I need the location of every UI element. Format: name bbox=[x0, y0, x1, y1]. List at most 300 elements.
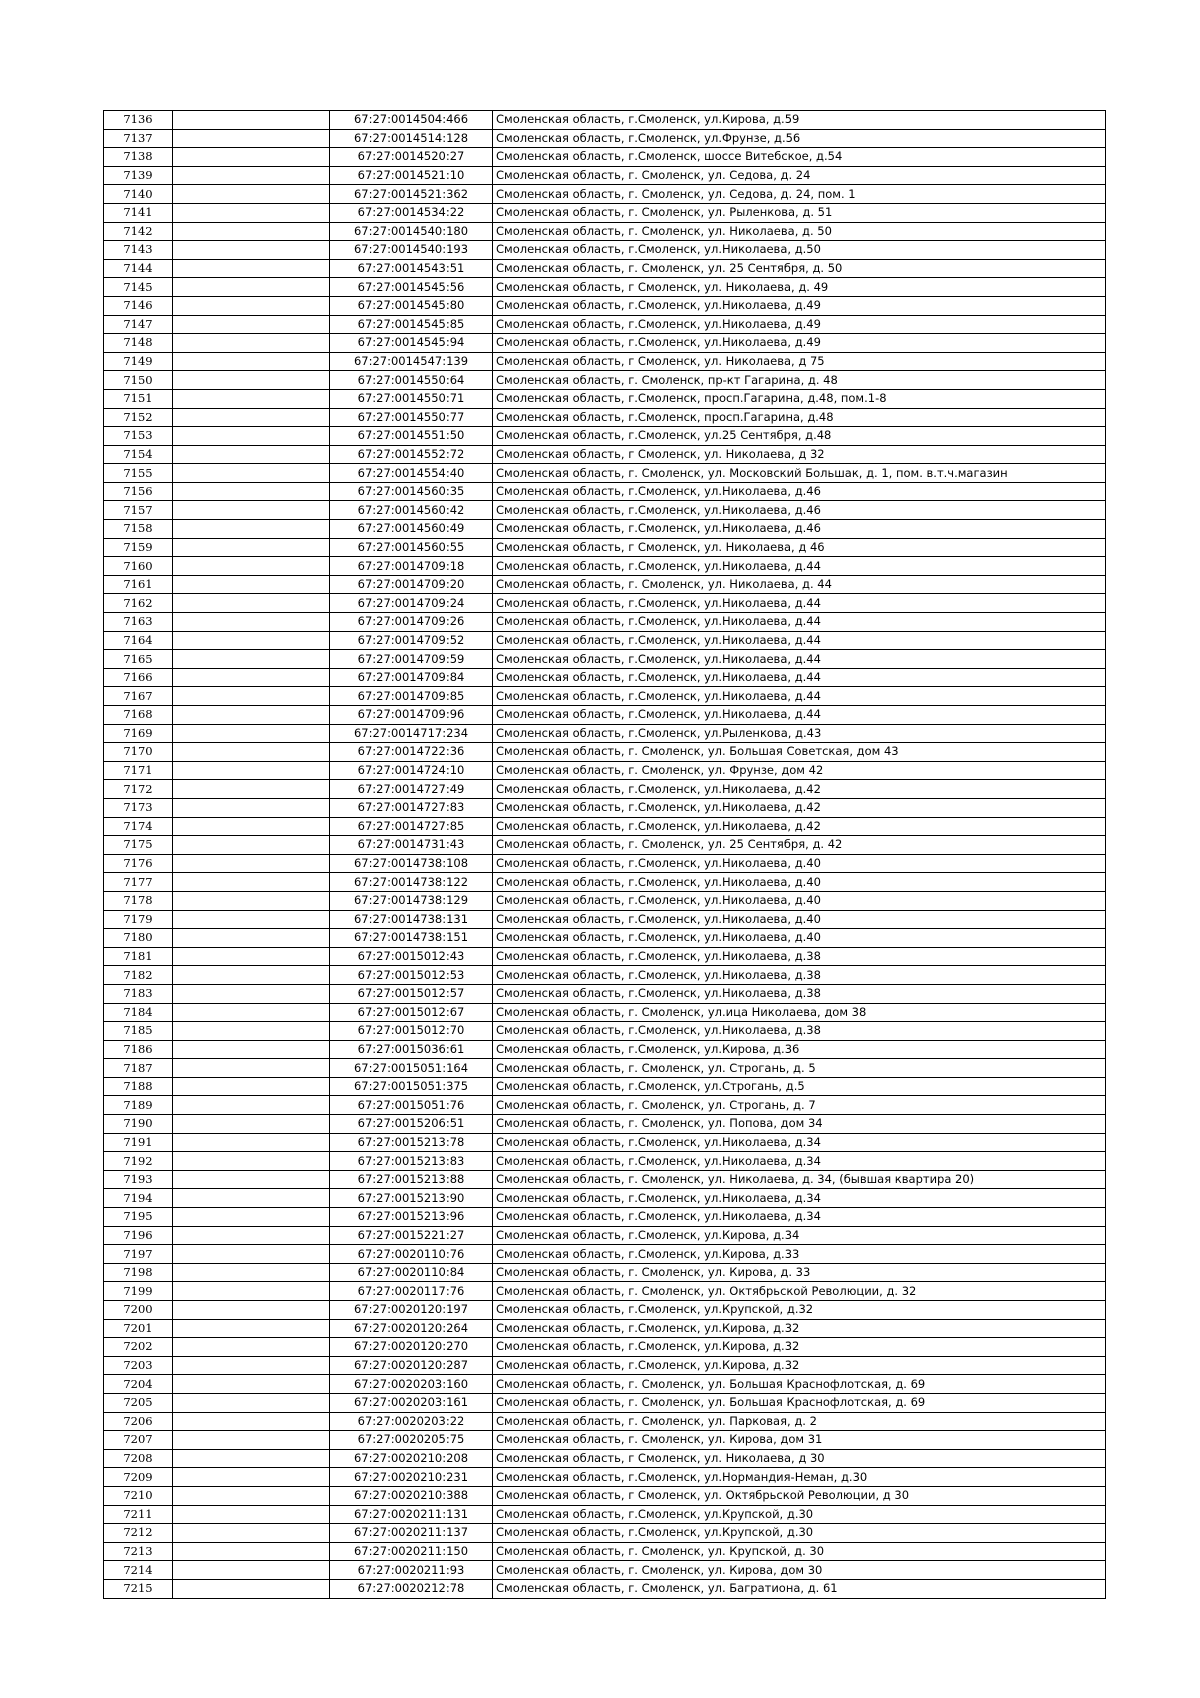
table-row bbox=[104, 668, 1106, 687]
row-number-cell: 7200 bbox=[104, 1301, 173, 1320]
table-row bbox=[104, 631, 1106, 650]
table-row bbox=[104, 166, 1106, 185]
table-row bbox=[104, 836, 1106, 855]
row-number-cell: 7199 bbox=[104, 1282, 173, 1301]
row-number-cell: 7194 bbox=[104, 1189, 173, 1208]
address-cell: Смоленская область, г.Смоленск, ул.Николаева, д.46 bbox=[493, 482, 1106, 501]
address-cell: Смоленская область, г.Смоленск, ул.Николаева, д.34 bbox=[493, 1189, 1106, 1208]
table-row bbox=[104, 296, 1106, 315]
blank-cell bbox=[173, 1356, 330, 1375]
cadastral-number-cell: 67:27:0015036:61 bbox=[330, 1040, 493, 1059]
row-number-cell: 7187 bbox=[104, 1059, 173, 1078]
row-number-cell: 7169 bbox=[104, 724, 173, 743]
address-cell: Смоленская область, г.Смоленск, ул.Николаева, д.44 bbox=[493, 706, 1106, 725]
blank-cell bbox=[173, 1077, 330, 1096]
cadastral-number-cell: 67:27:0015051:375 bbox=[330, 1077, 493, 1096]
blank-cell bbox=[173, 278, 330, 297]
address-cell: Смоленская область, г.Смоленск, просп.Гагарина, д.48, пом.1-8 bbox=[493, 389, 1106, 408]
cadastral-number-cell: 67:27:0014709:85 bbox=[330, 687, 493, 706]
address-cell: Смоленская область, г. Смоленск, ул. Большая Краснофлотская, д. 69 bbox=[493, 1393, 1106, 1412]
table-row bbox=[104, 1077, 1106, 1096]
cadastral-number-cell: 67:27:0014552:72 bbox=[330, 445, 493, 464]
address-cell: Смоленская область, г.Смоленск, ул.Николаева, д.49 bbox=[493, 334, 1106, 353]
cadastral-number-cell: 67:27:0020210:231 bbox=[330, 1468, 493, 1487]
address-cell: Смоленская область, г. Смоленск, ул. Крупской, д. 30 bbox=[493, 1542, 1106, 1561]
table-row bbox=[104, 445, 1106, 464]
row-number-cell: 7152 bbox=[104, 408, 173, 427]
row-number-cell: 7144 bbox=[104, 259, 173, 278]
cadastral-number-cell: 67:27:0014550:71 bbox=[330, 389, 493, 408]
cadastral-number-cell: 67:27:0014709:52 bbox=[330, 631, 493, 650]
row-number-cell: 7202 bbox=[104, 1338, 173, 1357]
address-cell: Смоленская область, г.Смоленск, ул.Николаева, д.50 bbox=[493, 241, 1106, 260]
row-number-cell: 7211 bbox=[104, 1505, 173, 1524]
blank-cell bbox=[173, 1338, 330, 1357]
table-row bbox=[104, 743, 1106, 762]
table-row bbox=[104, 891, 1106, 910]
table-row bbox=[104, 1431, 1106, 1450]
table-row bbox=[104, 687, 1106, 706]
address-cell: Смоленская область, г. Смоленск, пр-кт Гагарина, д. 48 bbox=[493, 371, 1106, 390]
address-cell: Смоленская область, г. Смоленск, ул. Николаева, д. 50 bbox=[493, 222, 1106, 241]
blank-cell bbox=[173, 482, 330, 501]
table-row bbox=[104, 966, 1106, 985]
table-row bbox=[104, 334, 1106, 353]
table-row bbox=[104, 1561, 1106, 1580]
blank-cell bbox=[173, 1542, 330, 1561]
cadastral-number-cell: 67:27:0014521:10 bbox=[330, 166, 493, 185]
address-cell: Смоленская область, г.Смоленск, ул.Николаева, д.38 bbox=[493, 966, 1106, 985]
table-row bbox=[104, 241, 1106, 260]
row-number-cell: 7156 bbox=[104, 482, 173, 501]
blank-cell bbox=[173, 836, 330, 855]
blank-cell bbox=[173, 1152, 330, 1171]
row-number-cell: 7168 bbox=[104, 706, 173, 725]
table-row bbox=[104, 575, 1106, 594]
blank-cell bbox=[173, 129, 330, 148]
address-cell: Смоленская область, г.Смоленск, ул.Николаева, д.42 bbox=[493, 798, 1106, 817]
cadastral-number-cell: 67:27:0014514:128 bbox=[330, 129, 493, 148]
table-row bbox=[104, 798, 1106, 817]
address-cell: Смоленская область, г.Смоленск, ул.Крупской, д.30 bbox=[493, 1505, 1106, 1524]
row-number-cell: 7198 bbox=[104, 1263, 173, 1282]
cadastral-number-cell: 67:27:0014727:85 bbox=[330, 817, 493, 836]
row-number-cell: 7161 bbox=[104, 575, 173, 594]
cadastral-number-cell: 67:27:0014540:180 bbox=[330, 222, 493, 241]
blank-cell bbox=[173, 1282, 330, 1301]
cadastral-number-cell: 67:27:0015221:27 bbox=[330, 1226, 493, 1245]
address-cell: Смоленская область, г.Смоленск, ул.Кирова, д.36 bbox=[493, 1040, 1106, 1059]
row-number-cell: 7195 bbox=[104, 1208, 173, 1227]
row-number-cell: 7154 bbox=[104, 445, 173, 464]
blank-cell bbox=[173, 817, 330, 836]
cadastral-number-cell: 67:27:0014709:84 bbox=[330, 668, 493, 687]
table-row bbox=[104, 203, 1106, 222]
cadastral-number-cell: 67:27:0020203:161 bbox=[330, 1393, 493, 1412]
row-number-cell: 7180 bbox=[104, 929, 173, 948]
row-number-cell: 7183 bbox=[104, 984, 173, 1003]
blank-cell bbox=[173, 445, 330, 464]
row-number-cell: 7137 bbox=[104, 129, 173, 148]
table-row bbox=[104, 557, 1106, 576]
blank-cell bbox=[173, 1096, 330, 1115]
cadastral-number-cell: 67:27:0020120:197 bbox=[330, 1301, 493, 1320]
row-number-cell: 7210 bbox=[104, 1486, 173, 1505]
table-row bbox=[104, 947, 1106, 966]
table-row bbox=[104, 1208, 1106, 1227]
table-row bbox=[104, 761, 1106, 780]
table-row bbox=[104, 538, 1106, 557]
row-number-cell: 7193 bbox=[104, 1170, 173, 1189]
address-cell: Смоленская область, г Смоленск, ул. Николаева, д. 49 bbox=[493, 278, 1106, 297]
blank-cell bbox=[173, 148, 330, 167]
table-row bbox=[104, 1375, 1106, 1394]
blank-cell bbox=[173, 724, 330, 743]
blank-cell bbox=[173, 1170, 330, 1189]
address-cell: Смоленская область, г. Смоленск, ул. Багратиона, д. 61 bbox=[493, 1579, 1106, 1598]
blank-cell bbox=[173, 371, 330, 390]
blank-cell bbox=[173, 1301, 330, 1320]
address-cell: Смоленская область, г.Смоленск, шоссе Витебское, д.54 bbox=[493, 148, 1106, 167]
table-row bbox=[104, 650, 1106, 669]
address-cell: Смоленская область, г.Смоленск, ул.Николаева, д.44 bbox=[493, 594, 1106, 613]
table-row bbox=[104, 389, 1106, 408]
table-row bbox=[104, 1356, 1106, 1375]
blank-cell bbox=[173, 761, 330, 780]
row-number-cell: 7141 bbox=[104, 203, 173, 222]
table-row bbox=[104, 854, 1106, 873]
cadastral-number-cell: 67:27:0020211:131 bbox=[330, 1505, 493, 1524]
address-cell: Смоленская область, г. Смоленск, ул. Большая Краснофлотская, д. 69 bbox=[493, 1375, 1106, 1394]
blank-cell bbox=[173, 241, 330, 260]
address-cell: Смоленская область, г.Смоленск, просп.Гагарина, д.48 bbox=[493, 408, 1106, 427]
address-cell: Смоленская область, г.Смоленск, ул.Строгань, д.5 bbox=[493, 1077, 1106, 1096]
cadastral-number-cell: 67:27:0014724:10 bbox=[330, 761, 493, 780]
row-number-cell: 7136 bbox=[104, 111, 173, 130]
address-cell: Смоленская область, г.Смоленск, ул.Николаева, д.40 bbox=[493, 873, 1106, 892]
cadastral-number-cell: 67:27:0014550:64 bbox=[330, 371, 493, 390]
table-row bbox=[104, 1412, 1106, 1431]
cadastral-number-cell: 67:27:0014551:50 bbox=[330, 427, 493, 446]
cadastral-number-cell: 67:27:0015213:88 bbox=[330, 1170, 493, 1189]
cadastral-number-cell: 67:27:0020110:76 bbox=[330, 1245, 493, 1264]
table-row bbox=[104, 371, 1106, 390]
row-number-cell: 7213 bbox=[104, 1542, 173, 1561]
address-cell: Смоленская область, г.Смоленск, ул.Николаева, д.44 bbox=[493, 613, 1106, 632]
cadastral-number-cell: 67:27:0014560:42 bbox=[330, 501, 493, 520]
address-cell: Смоленская область, г. Смоленск, ул. Седова, д. 24 bbox=[493, 166, 1106, 185]
table-row bbox=[104, 780, 1106, 799]
table-row bbox=[104, 427, 1106, 446]
address-cell: Смоленская область, г.Смоленск, ул.Николаева, д.44 bbox=[493, 557, 1106, 576]
address-cell: Смоленская область, г. Смоленск, ул. Кирова, дом 31 bbox=[493, 1431, 1106, 1450]
blank-cell bbox=[173, 1412, 330, 1431]
table-row bbox=[104, 1282, 1106, 1301]
address-cell: Смоленская область, г.Смоленск, ул.Николаева, д.40 bbox=[493, 929, 1106, 948]
table-row bbox=[104, 1301, 1106, 1320]
table-row bbox=[104, 1245, 1106, 1264]
table-row bbox=[104, 222, 1106, 241]
cadastral-number-cell: 67:27:0014722:36 bbox=[330, 743, 493, 762]
address-cell: Смоленская область, г.Смоленск, ул.Николаева, д.38 bbox=[493, 1022, 1106, 1041]
address-cell: Смоленская область, г. Смоленск, ул. Октябрьской Революции, д. 32 bbox=[493, 1282, 1106, 1301]
cadastral-number-cell: 67:27:0014709:26 bbox=[330, 613, 493, 632]
row-number-cell: 7189 bbox=[104, 1096, 173, 1115]
blank-cell bbox=[173, 557, 330, 576]
cadastral-number-cell: 67:27:0014709:18 bbox=[330, 557, 493, 576]
blank-cell bbox=[173, 947, 330, 966]
address-cell: Смоленская область, г. Смоленск, ул. Московский Большак, д. 1, пом. в.т.ч.магазин bbox=[493, 464, 1106, 483]
row-number-cell: 7165 bbox=[104, 650, 173, 669]
row-number-cell: 7171 bbox=[104, 761, 173, 780]
address-cell: Смоленская область, г. Смоленск, ул. Седова, д. 24, пом. 1 bbox=[493, 185, 1106, 204]
table-row bbox=[104, 520, 1106, 539]
address-cell: Смоленская область, г.Смоленск, ул.Фрунзе, д.56 bbox=[493, 129, 1106, 148]
blank-cell bbox=[173, 798, 330, 817]
cadastral-number-cell: 67:27:0014504:466 bbox=[330, 111, 493, 130]
cadastral-number-cell: 67:27:0014540:193 bbox=[330, 241, 493, 260]
blank-cell bbox=[173, 352, 330, 371]
row-number-cell: 7215 bbox=[104, 1579, 173, 1598]
cadastral-number-cell: 67:27:0014709:20 bbox=[330, 575, 493, 594]
address-cell: Смоленская область, г.Смоленск, ул.Кирова, д.32 bbox=[493, 1319, 1106, 1338]
table-row bbox=[104, 1096, 1106, 1115]
row-number-cell: 7208 bbox=[104, 1449, 173, 1468]
cadastral-number-cell: 67:27:0020203:160 bbox=[330, 1375, 493, 1394]
cadastral-number-cell: 67:27:0014521:362 bbox=[330, 185, 493, 204]
blank-cell bbox=[173, 613, 330, 632]
blank-cell bbox=[173, 203, 330, 222]
blank-cell bbox=[173, 166, 330, 185]
blank-cell bbox=[173, 1059, 330, 1078]
cadastral-number-cell: 67:27:0015012:57 bbox=[330, 984, 493, 1003]
address-cell: Смоленская область, г. Смоленск, ул. Кирова, д. 33 bbox=[493, 1263, 1106, 1282]
table-row bbox=[104, 1319, 1106, 1338]
cadastral-number-cell: 67:27:0014717:234 bbox=[330, 724, 493, 743]
blank-cell bbox=[173, 222, 330, 241]
row-number-cell: 7186 bbox=[104, 1040, 173, 1059]
table-row bbox=[104, 1505, 1106, 1524]
address-cell: Смоленская область, г. Смоленск, ул. Попова, дом 34 bbox=[493, 1115, 1106, 1134]
cadastral-number-cell: 67:27:0014709:96 bbox=[330, 706, 493, 725]
address-cell: Смоленская область, г.Смоленск, ул.Николаева, д.34 bbox=[493, 1208, 1106, 1227]
table-row bbox=[104, 111, 1106, 130]
blank-cell bbox=[173, 984, 330, 1003]
cadastral-number-cell: 67:27:0014534:22 bbox=[330, 203, 493, 222]
row-number-cell: 7207 bbox=[104, 1431, 173, 1450]
cadastral-number-cell: 67:27:0020210:388 bbox=[330, 1486, 493, 1505]
row-number-cell: 7164 bbox=[104, 631, 173, 650]
table-row bbox=[104, 1579, 1106, 1598]
table-row bbox=[104, 501, 1106, 520]
blank-cell bbox=[173, 1208, 330, 1227]
blank-cell bbox=[173, 538, 330, 557]
row-number-cell: 7162 bbox=[104, 594, 173, 613]
blank-cell bbox=[173, 315, 330, 334]
row-number-cell: 7190 bbox=[104, 1115, 173, 1134]
blank-cell bbox=[173, 910, 330, 929]
blank-cell bbox=[173, 111, 330, 130]
table-row bbox=[104, 259, 1106, 278]
address-cell: Смоленская область, г.Смоленск, ул.Николаева, д.42 bbox=[493, 780, 1106, 799]
cadastral-number-cell: 67:27:0020210:208 bbox=[330, 1449, 493, 1468]
blank-cell bbox=[173, 1319, 330, 1338]
row-number-cell: 7143 bbox=[104, 241, 173, 260]
address-cell: Смоленская область, г. Смоленск, ул. Строгань, д. 7 bbox=[493, 1096, 1106, 1115]
cadastral-number-cell: 67:27:0014738:108 bbox=[330, 854, 493, 873]
table-row bbox=[104, 724, 1106, 743]
blank-cell bbox=[173, 1449, 330, 1468]
blank-cell bbox=[173, 966, 330, 985]
address-cell: Смоленская область, г. Смоленск, ул. Кирова, дом 30 bbox=[493, 1561, 1106, 1580]
cadastral-number-cell: 67:27:0014738:129 bbox=[330, 891, 493, 910]
cadastral-number-cell: 67:27:0015213:90 bbox=[330, 1189, 493, 1208]
address-cell: Смоленская область, г.Смоленск, ул.Николаева, д.38 bbox=[493, 984, 1106, 1003]
table-row bbox=[104, 1486, 1106, 1505]
registry-table bbox=[103, 110, 1106, 1599]
row-number-cell: 7172 bbox=[104, 780, 173, 799]
row-number-cell: 7174 bbox=[104, 817, 173, 836]
row-number-cell: 7158 bbox=[104, 520, 173, 539]
address-cell: Смоленская область, г.Смоленск, ул.Кирова, д.32 bbox=[493, 1338, 1106, 1357]
address-cell: Смоленская область, г.Смоленск, ул.25 Сентября, д.48 bbox=[493, 427, 1106, 446]
cadastral-number-cell: 67:27:0020120:270 bbox=[330, 1338, 493, 1357]
cadastral-number-cell: 67:27:0014554:40 bbox=[330, 464, 493, 483]
row-number-cell: 7196 bbox=[104, 1226, 173, 1245]
row-number-cell: 7191 bbox=[104, 1133, 173, 1152]
cadastral-number-cell: 67:27:0015213:78 bbox=[330, 1133, 493, 1152]
address-cell: Смоленская область, г. Смоленск, ул. Строгань, д. 5 bbox=[493, 1059, 1106, 1078]
blank-cell bbox=[173, 501, 330, 520]
address-cell: Смоленская область, г.Смоленск, ул.Рыленкова, д.43 bbox=[493, 724, 1106, 743]
row-number-cell: 7148 bbox=[104, 334, 173, 353]
blank-cell bbox=[173, 520, 330, 539]
cadastral-number-cell: 67:27:0014547:139 bbox=[330, 352, 493, 371]
address-cell: Смоленская область, г Смоленск, ул. Николаева, д 46 bbox=[493, 538, 1106, 557]
cadastral-number-cell: 67:27:0020211:93 bbox=[330, 1561, 493, 1580]
row-number-cell: 7159 bbox=[104, 538, 173, 557]
blank-cell bbox=[173, 668, 330, 687]
row-number-cell: 7181 bbox=[104, 947, 173, 966]
blank-cell bbox=[173, 706, 330, 725]
address-cell: Смоленская область, г.Смоленск, ул.Николаева, д.49 bbox=[493, 315, 1106, 334]
table-row bbox=[104, 408, 1106, 427]
blank-cell bbox=[173, 743, 330, 762]
cadastral-number-cell: 67:27:0020203:22 bbox=[330, 1412, 493, 1431]
cadastral-number-cell: 67:27:0020117:76 bbox=[330, 1282, 493, 1301]
blank-cell bbox=[173, 1263, 330, 1282]
blank-cell bbox=[173, 427, 330, 446]
table-row bbox=[104, 706, 1106, 725]
blank-cell bbox=[173, 389, 330, 408]
table-row bbox=[104, 464, 1106, 483]
cadastral-number-cell: 67:27:0015051:164 bbox=[330, 1059, 493, 1078]
row-number-cell: 7170 bbox=[104, 743, 173, 762]
cadastral-number-cell: 67:27:0014545:85 bbox=[330, 315, 493, 334]
blank-cell bbox=[173, 1245, 330, 1264]
address-cell: Смоленская область, г.Смоленск, ул.Николаева, д.40 bbox=[493, 910, 1106, 929]
cadastral-number-cell: 67:27:0014560:55 bbox=[330, 538, 493, 557]
address-cell: Смоленская область, г.Смоленск, ул.Николаева, д.34 bbox=[493, 1152, 1106, 1171]
cadastral-number-cell: 67:27:0020110:84 bbox=[330, 1263, 493, 1282]
table-row bbox=[104, 185, 1106, 204]
table-row bbox=[104, 1449, 1106, 1468]
blank-cell bbox=[173, 1524, 330, 1543]
address-cell: Смоленская область, г.Смоленск, ул.Кирова, д.59 bbox=[493, 111, 1106, 130]
row-number-cell: 7163 bbox=[104, 613, 173, 632]
table-row bbox=[104, 1003, 1106, 1022]
address-cell: Смоленская область, г.Смоленск, ул.Николаева, д.44 bbox=[493, 687, 1106, 706]
table-row bbox=[104, 129, 1106, 148]
row-number-cell: 7182 bbox=[104, 966, 173, 985]
row-number-cell: 7138 bbox=[104, 148, 173, 167]
blank-cell bbox=[173, 334, 330, 353]
cadastral-number-cell: 67:27:0015012:70 bbox=[330, 1022, 493, 1041]
address-cell: Смоленская область, г. Смоленск, ул.ица Николаева, дом 38 bbox=[493, 1003, 1106, 1022]
row-number-cell: 7149 bbox=[104, 352, 173, 371]
blank-cell bbox=[173, 1579, 330, 1598]
blank-cell bbox=[173, 1040, 330, 1059]
table-row bbox=[104, 1022, 1106, 1041]
cadastral-number-cell: 67:27:0014520:27 bbox=[330, 148, 493, 167]
table-row bbox=[104, 1524, 1106, 1543]
row-number-cell: 7140 bbox=[104, 185, 173, 204]
row-number-cell: 7167 bbox=[104, 687, 173, 706]
table-row bbox=[104, 1170, 1106, 1189]
blank-cell bbox=[173, 854, 330, 873]
table-row bbox=[104, 1393, 1106, 1412]
cadastral-number-cell: 67:27:0014560:35 bbox=[330, 482, 493, 501]
address-cell: Смоленская область, г.Смоленск, ул.Николаева, д.40 bbox=[493, 854, 1106, 873]
blank-cell bbox=[173, 1133, 330, 1152]
address-cell: Смоленская область, г.Смоленск, ул.Крупской, д.30 bbox=[493, 1524, 1106, 1543]
row-number-cell: 7188 bbox=[104, 1077, 173, 1096]
cadastral-number-cell: 67:27:0020205:75 bbox=[330, 1431, 493, 1450]
cadastral-number-cell: 67:27:0014560:49 bbox=[330, 520, 493, 539]
table-row bbox=[104, 1133, 1106, 1152]
table-row bbox=[104, 594, 1106, 613]
cadastral-number-cell: 67:27:0015012:53 bbox=[330, 966, 493, 985]
blank-cell bbox=[173, 687, 330, 706]
blank-cell bbox=[173, 575, 330, 594]
table-row bbox=[104, 1226, 1106, 1245]
table-row bbox=[104, 929, 1106, 948]
address-cell: Смоленская область, г.Смоленск, ул.Николаева, д.42 bbox=[493, 817, 1106, 836]
cadastral-number-cell: 67:27:0014738:131 bbox=[330, 910, 493, 929]
table-row bbox=[104, 613, 1106, 632]
row-number-cell: 7173 bbox=[104, 798, 173, 817]
blank-cell bbox=[173, 873, 330, 892]
blank-cell bbox=[173, 1375, 330, 1394]
row-number-cell: 7206 bbox=[104, 1412, 173, 1431]
blank-cell bbox=[173, 1561, 330, 1580]
blank-cell bbox=[173, 631, 330, 650]
address-cell: Смоленская область, г.Смоленск, ул.Кирова, д.34 bbox=[493, 1226, 1106, 1245]
row-number-cell: 7184 bbox=[104, 1003, 173, 1022]
cadastral-number-cell: 67:27:0014727:49 bbox=[330, 780, 493, 799]
table-row bbox=[104, 148, 1106, 167]
address-cell: Смоленская область, г.Смоленск, ул.Николаева, д.46 bbox=[493, 501, 1106, 520]
address-cell: Смоленская область, г.Смоленск, ул.Кирова, д.33 bbox=[493, 1245, 1106, 1264]
cadastral-number-cell: 67:27:0020211:137 bbox=[330, 1524, 493, 1543]
row-number-cell: 7176 bbox=[104, 854, 173, 873]
table-row bbox=[104, 278, 1106, 297]
row-number-cell: 7160 bbox=[104, 557, 173, 576]
address-cell: Смоленская область, г.Смоленск, ул.Николаева, д.46 bbox=[493, 520, 1106, 539]
address-cell: Смоленская область, г.Смоленск, ул.Николаева, д.40 bbox=[493, 891, 1106, 910]
table-row bbox=[104, 910, 1106, 929]
blank-cell bbox=[173, 1022, 330, 1041]
